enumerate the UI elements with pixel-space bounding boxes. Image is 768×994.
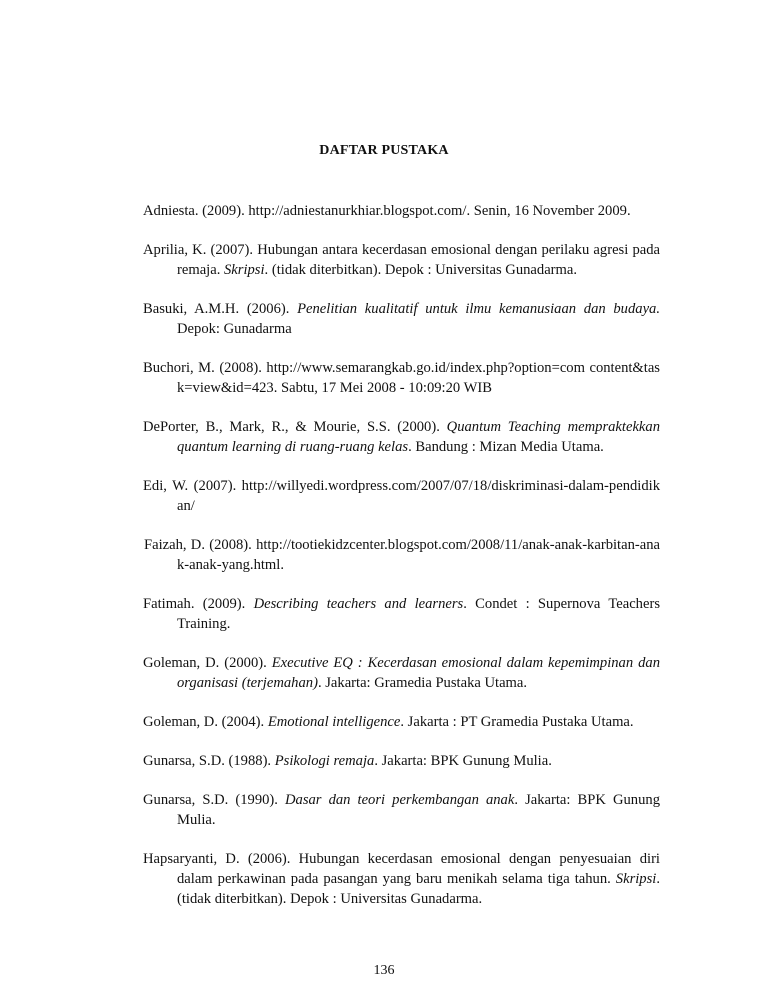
reference-italic-text: Skripsi [615, 871, 657, 887]
page-number: 136 [373, 963, 395, 978]
reference-text: . Jakarta: BPK Gunung Mulia. [177, 792, 660, 828]
reference-italic-text: Executive EQ : Kecerdasan emosional dalam kepemimpinan dan organisasi (terjemahan) [177, 655, 660, 691]
reference-text: Fatimah. (2009). [143, 596, 254, 612]
reference-italic-text: Emotional intelligence [267, 714, 401, 730]
reference-text: Aprilia, K. (2007). Hubungan antara kecerdasan emosional dengan perilaku agresi pada remaja. [143, 242, 660, 278]
reference-text: Edi, W. (2007). http://willyedi.wordpress.com/2007/07/18/diskriminasi-dalam-pendidikan/ [143, 478, 660, 514]
reference-text: . Jakarta: Gramedia Pustaka Utama. [317, 675, 528, 691]
reference-text: Goleman, D. (2004). [143, 714, 268, 730]
reference-italic-text: Penelitian kualitatif untuk ilmu kemanusiaan dan budaya. [297, 301, 660, 317]
reference-italic-text: Psikologi remaja [274, 753, 375, 769]
reference-text: Hapsaryanti, D. (2006). Hubungan kecerdasan emosional dengan penyesuaian diri dalam perkawinan pada pasangan yang baru menikah selama tiga tahun. [143, 851, 660, 887]
reference-list [143, 201, 660, 928]
reference-item-basuki [143, 299, 660, 339]
reference-item-buchori [143, 358, 660, 398]
reference-item-deporter [143, 417, 660, 457]
reference-item-gunarsa-1990 [143, 790, 660, 830]
reference-item-adniesta [143, 201, 660, 221]
reference-text: DePorter, B., Mark, R., & Mourie, S.S. (2000). [143, 419, 447, 435]
reference-italic-text: Skripsi [224, 262, 265, 278]
reference-text: Buchori, M. (2008). http://www.semarangkab.go.id/index.php?option=com content&task=view&id=423. Sabtu, 17 Mei 2008 - 10:09:20 WIB [143, 360, 660, 396]
reference-item-edi [143, 476, 660, 516]
page-title: DAFTAR PUSTAKA [319, 143, 449, 158]
reference-item-goleman-2004 [143, 712, 660, 732]
reference-item-goleman-2000 [143, 653, 660, 693]
reference-text: Gunarsa, S.D. (1988). [143, 753, 275, 769]
reference-text: . (tidak diterbitkan). Depok : Universitas Gunadarma. [264, 262, 578, 278]
reference-text: . Jakarta: BPK Gunung Mulia. [374, 753, 552, 769]
reference-item-faizah [143, 535, 660, 575]
reference-text: . Bandung : Mizan Media Utama. [408, 439, 604, 455]
reference-text: . (tidak diterbitkan). Depok : Universitas Gunadarma. [177, 871, 660, 907]
reference-text: . Condet : Supernova Teachers Training. [177, 596, 660, 632]
reference-text: Depok: Gunadarma [177, 321, 292, 337]
reference-item-hapsaryanti [143, 849, 660, 909]
reference-italic-text: Quantum Teaching mempraktekkan quantum learning di ruang-ruang kelas [177, 419, 660, 455]
reference-item-gunarsa-1988 [143, 751, 660, 771]
reference-item-aprilia [143, 240, 660, 280]
reference-text: . Jakarta : PT Gramedia Pustaka Utama. [400, 714, 634, 730]
reference-text: Goleman, D. (2000). [143, 655, 272, 671]
reference-item-fatimah [143, 594, 660, 634]
reference-text: Gunarsa, S.D. (1990). [143, 792, 285, 808]
reference-text: Adniesta. (2009). http://adniestanurkhiar.blogspot.com/. Senin, 16 November 2009. [143, 203, 631, 219]
reference-text: Basuki, A.M.H. (2006). [143, 301, 298, 317]
reference-text: Faizah, D. (2008). http://tootiekidzcenter.blogspot.com/2008/11/anak-anak-karbitan-anak-anak-yang.html. [144, 537, 660, 573]
reference-italic-text: Dasar dan teori perkembangan anak [285, 792, 515, 808]
reference-italic-text: Describing teachers and learners [253, 596, 464, 612]
